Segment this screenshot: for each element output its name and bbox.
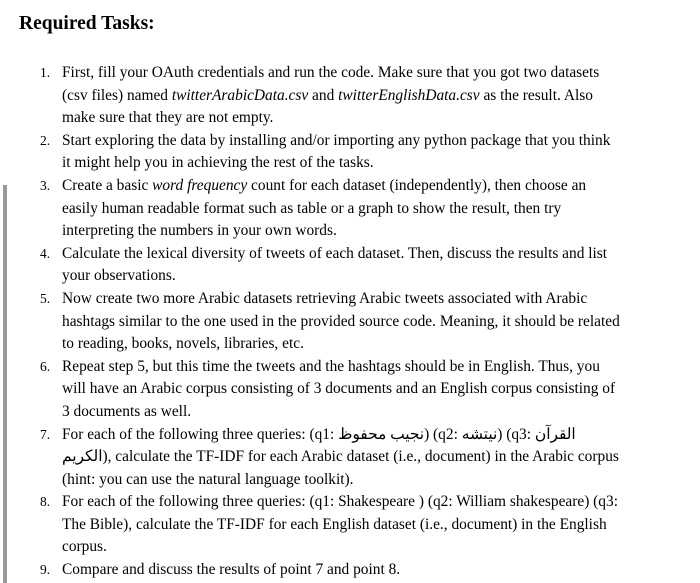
task-item-2 — [40, 130, 620, 175]
task-number: 8. — [40, 494, 51, 510]
task-text: Repeat step 5, but this time the tweets and the hashtags should be in English. Thus, you will have an Arabic corpus consisting of 3 documents and an English corpus consisting of 3 documents as well. — [62, 357, 616, 420]
task-number: 9. — [40, 562, 51, 578]
task-number: 6. — [40, 358, 51, 374]
task-text: Calculate the lexical diversity of tweets of each dataset. Then, discuss the results and list your observations. — [62, 244, 608, 285]
task-number: 5. — [40, 290, 51, 306]
text-segment: For each of the following three queries: (q1: — [62, 425, 339, 443]
filename-arabic-csv: twitterArabicData.csv — [171, 86, 309, 104]
task-text — [62, 64, 599, 126]
text-segment: as the result. Also make sure that they are not empty. — [62, 86, 593, 127]
task-item-5 — [40, 288, 620, 356]
task-text: Start exploring the data by installing and/or importing any python package that you think it might help you in achieving the rest of the tasks. — [62, 131, 611, 172]
scroll-indicator-bar — [3, 185, 7, 583]
page-heading: Required Tasks: — [19, 13, 155, 34]
task-text — [62, 177, 586, 239]
text-segment: ) (q2: — [424, 425, 462, 443]
task-text: For each of the following three queries: (q1: Shakespeare ) (q2: William shakespeare) (q3: The Bible), calculate the TF-IDF for each English dataset (i.e., document) in the English corpus. — [62, 493, 618, 556]
task-item-1 — [40, 62, 620, 130]
filename-english-csv: twitterEnglishData.csv — [338, 86, 480, 104]
text-segment: and — [308, 86, 339, 104]
emphasis-word-frequency: word frequency — [152, 176, 248, 194]
task-number: 7. — [40, 426, 51, 442]
text-segment: First, fill your OAuth credentials and run the code. Make sure that you got two datasets (csv files) named — [62, 64, 600, 104]
task-number: 3. — [40, 177, 51, 193]
task-item-3 — [40, 175, 620, 243]
text-segment: Create a basic — [62, 176, 153, 194]
task-text — [62, 426, 619, 488]
arabic-query-1: نجيب محفوظ — [338, 425, 425, 443]
text-segment: ), calculate the TF-IDF for each Arabic dataset (i.e., document) in the Arabic corpus (hint: you can use the natural language toolkit). — [62, 448, 619, 488]
task-text: Now create two more Arabic datasets retrieving Arabic tweets associated with Arabic hashtags similar to the one used in the provided source code. Meaning, it should be related to reading, books, novels, libraries, etc. — [62, 289, 620, 353]
text-segment: count for each dataset (independently), then choose an easily human readable format such as table or a graph to show the result, then try interpreting the numbers in your own words. — [62, 176, 587, 240]
task-item-9 — [40, 559, 620, 582]
text-segment: ) (q3: — [497, 425, 535, 443]
task-number: 1. — [40, 65, 51, 80]
task-list — [40, 62, 620, 582]
task-item-8 — [40, 491, 620, 559]
task-text: Compare and discuss the results of point 7 and point 8. — [62, 561, 401, 579]
task-number: 4. — [40, 245, 51, 261]
arabic-query-3: القرآن الكريم — [62, 425, 576, 466]
task-number: 2. — [40, 132, 51, 148]
task-item-4 — [40, 243, 620, 288]
task-item-6 — [40, 356, 620, 424]
arabic-query-2: نيتشه — [461, 425, 498, 443]
task-item-7 — [40, 424, 620, 492]
